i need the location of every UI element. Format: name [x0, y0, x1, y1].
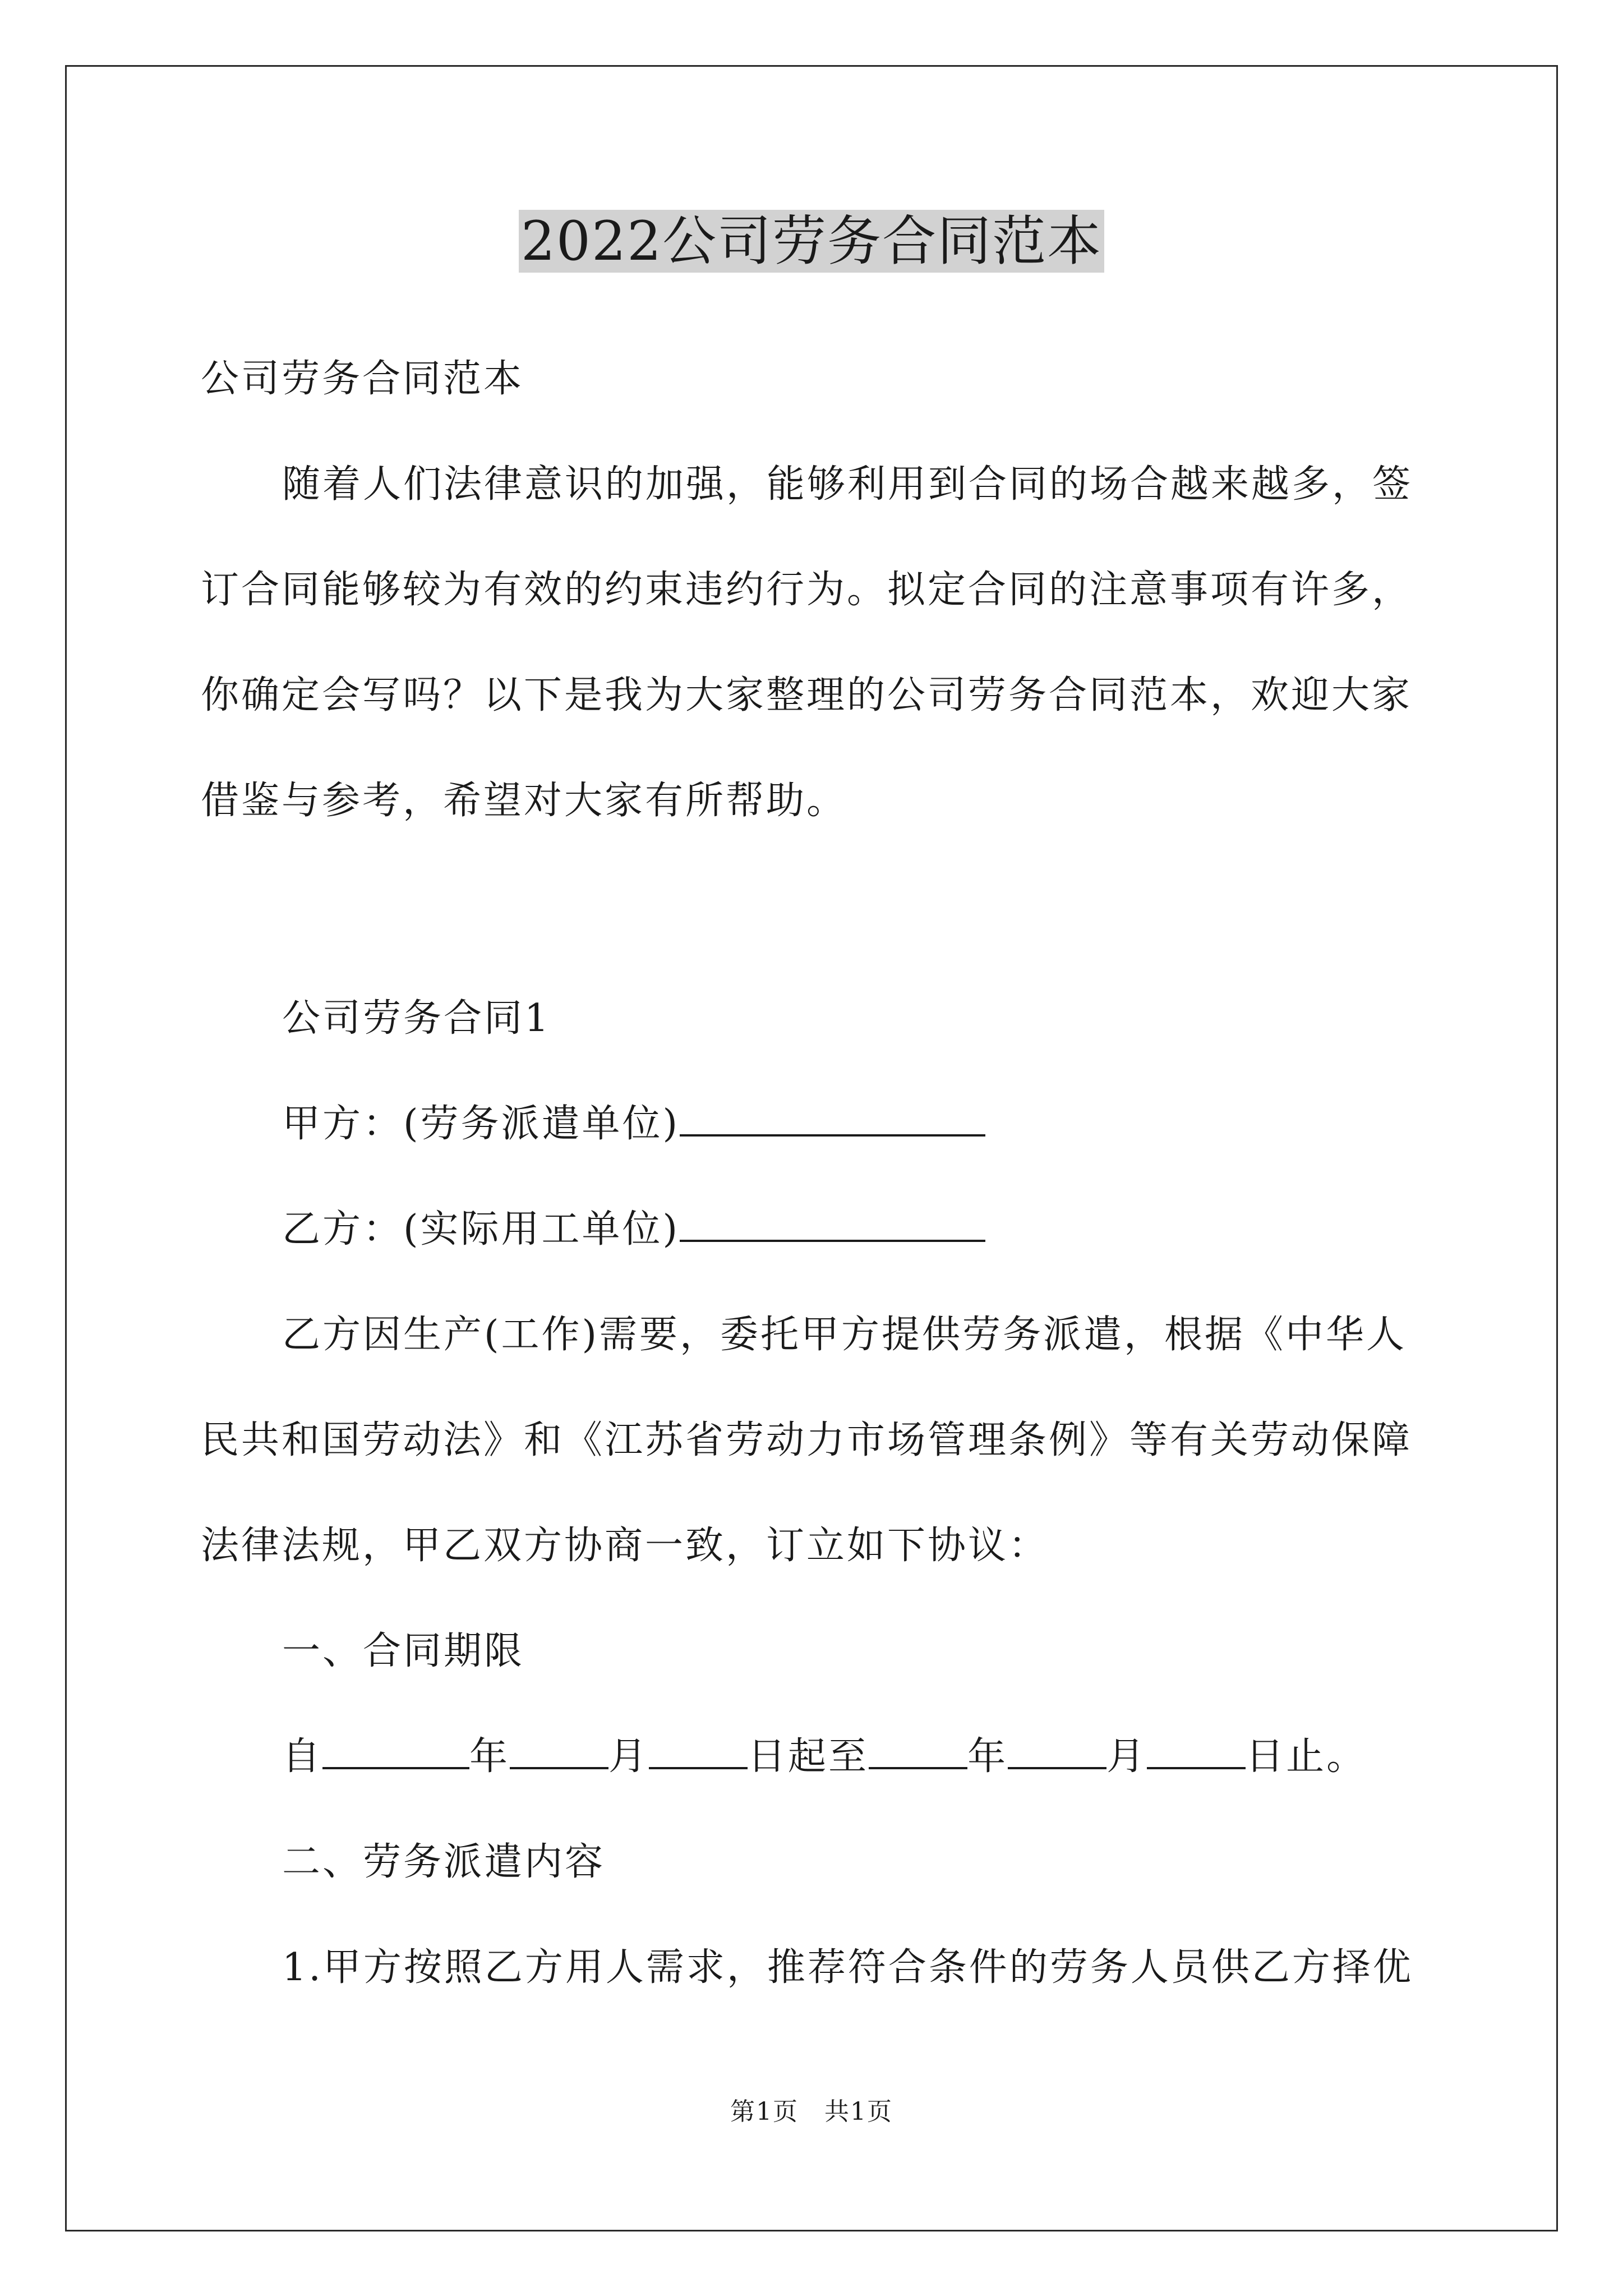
preamble-line: 法律法规，甲乙双方协商一致，订立如下协议： [201, 1524, 1049, 1568]
term-year: 年 [469, 1734, 510, 1779]
term-month2: 月 [1106, 1734, 1147, 1779]
section-1-heading: 一、合同期限 [282, 1629, 525, 1673]
term-blank [869, 1731, 967, 1769]
preamble-paragraph [201, 1309, 1429, 1626]
intro-paragraph [201, 459, 1429, 881]
term-year2: 年 [967, 1734, 1008, 1779]
term-blank [1147, 1731, 1246, 1769]
term-day-to: 日止。 [1246, 1734, 1367, 1779]
intro-line: 订合同能够较为有效的约束违约行为。拟定合同的注意事项有许多， [201, 568, 1413, 612]
page-footer: 第1页 共1页 [730, 2097, 893, 2126]
term-line [282, 1731, 1429, 1783]
intro-line: 随着人们法律意识的加强，能够利用到合同的场合越来越多，签 [282, 462, 1413, 507]
section-2-heading: 二、劳务派遣内容 [282, 1840, 606, 1884]
document-title [0, 202, 1623, 280]
party-b-blank [680, 1204, 985, 1242]
term-month: 月 [608, 1734, 649, 1779]
party-b-line [282, 1204, 1429, 1255]
term-day-from: 日起至 [748, 1734, 869, 1779]
intro-line: 借鉴与参考，希望对大家有所帮助。 [201, 779, 847, 823]
contract-heading: 公司劳务合同1 [282, 996, 551, 1041]
term-blank [649, 1731, 748, 1769]
intro-line: 你确定会写吗？以下是我为大家整理的公司劳务合同范本，欢迎大家 [201, 673, 1413, 717]
preamble-line: 乙方因生产(工作)需要，委托甲方提供劳务派遣，根据《中华人 [282, 1313, 1407, 1357]
term-blank [510, 1731, 608, 1769]
party-b-label: 乙方：(实际用工单位) [282, 1207, 680, 1251]
party-a-line [282, 1098, 1429, 1150]
term-blank [322, 1731, 469, 1769]
term-from: 自 [282, 1734, 323, 1779]
preamble-line: 民共和国劳动法》和《江苏省劳动力市场管理条例》等有关劳动保障 [201, 1418, 1413, 1462]
item-1: 1.甲方按照乙方用人需求，推荐符合条件的劳务人员供乙方择优 [282, 1945, 1413, 1990]
term-blank [1008, 1731, 1106, 1769]
subtitle: 公司劳务合同范本 [201, 357, 524, 401]
party-a-blank [680, 1098, 985, 1137]
document-title-text: 2022公司劳务合同范本 [519, 210, 1104, 273]
party-a-label: 甲方：(劳务派遣单位) [282, 1102, 680, 1146]
